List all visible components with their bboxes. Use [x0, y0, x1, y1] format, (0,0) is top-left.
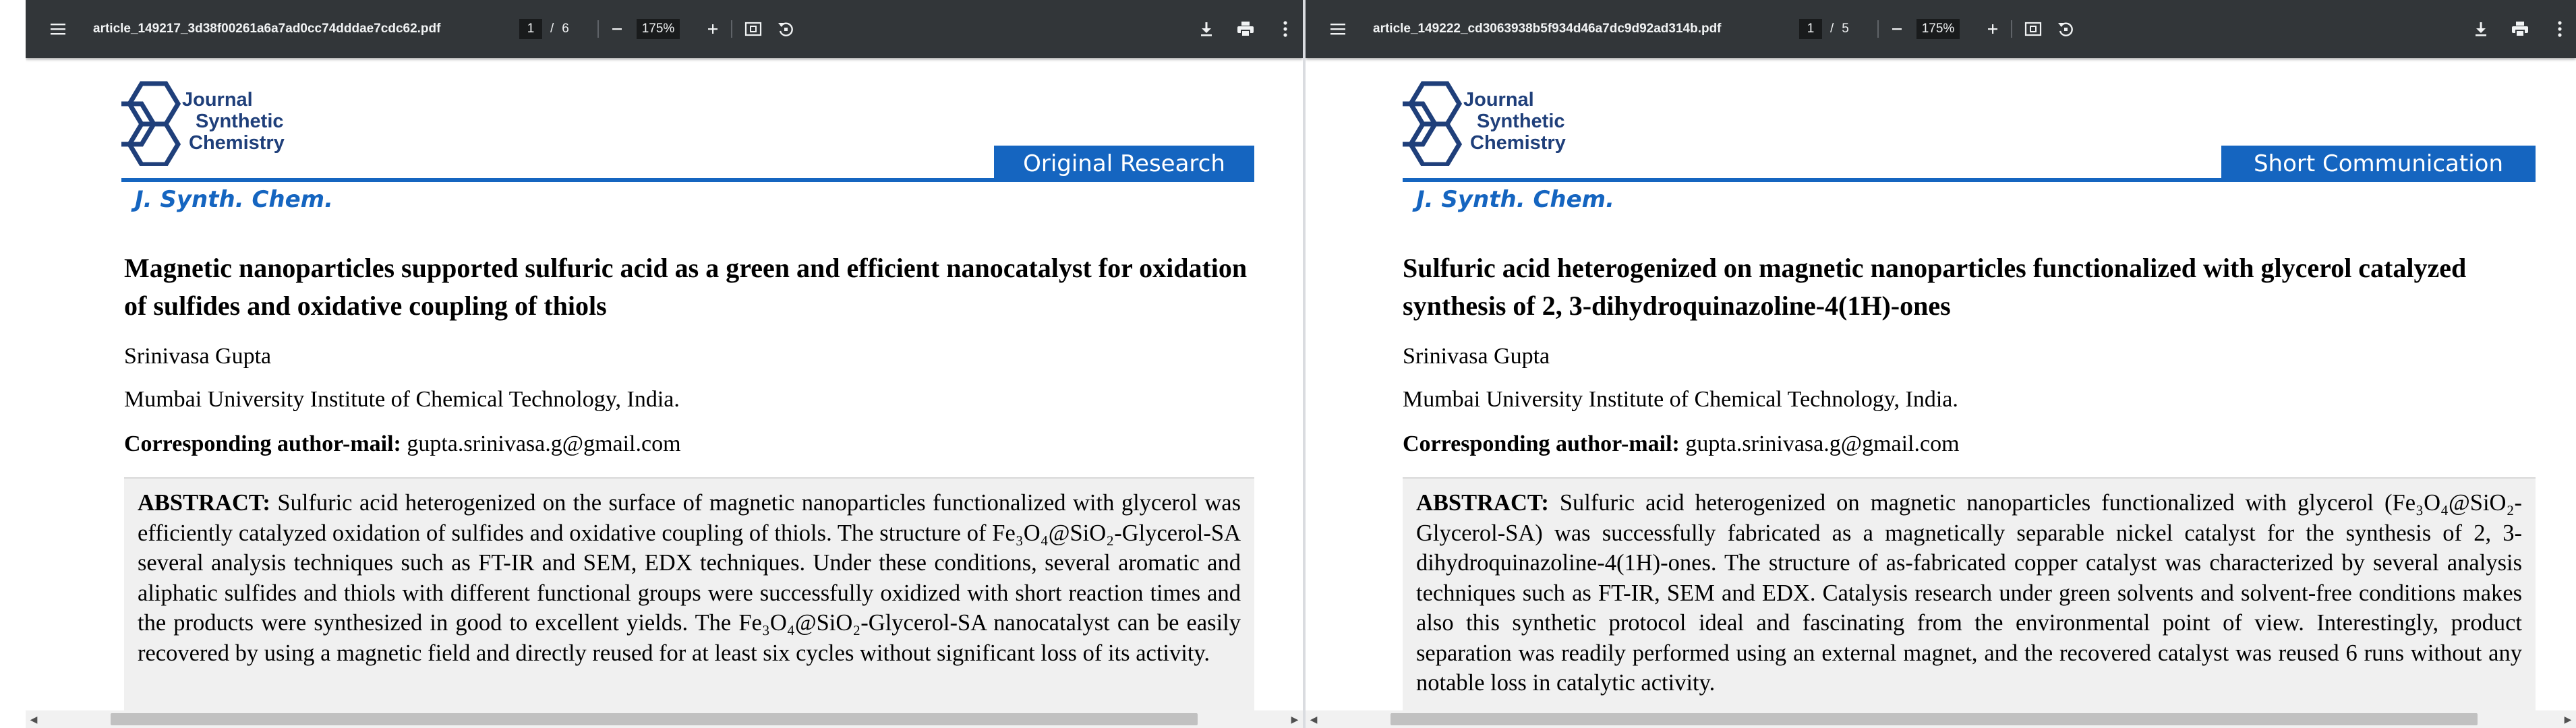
abstract-body: Sulfuric acid heterogenized on magnetic nanoparticles functionalized with glycerol (Fe₃O₄@SiO₂-Glycerol-SA) was successfully fabricated as a magnetically separable nickel catalyst for the synthesis of 2, 3-dihydroquinazoline-4(1H)-ones. The structure of as-fabricated copper catalyst was characterized by several analysis techniques such as FT-IR, SEM and EDX. Catalysis research under green solvents and solvent-free conditions makes also this synthetic protocol ideal and fascinating from the environmental point of view. Interestingly, product separation was readily performed using an external magnet, and the recovered catalyst was reused 6 runs without any notable loss in catalytic activity.: [1416, 490, 2522, 696]
abstract-label: ABSTRACT:: [138, 490, 270, 516]
fit-to-page-icon[interactable]: [2022, 0, 2045, 58]
logo-line-2: Synthetic: [1477, 111, 1565, 132]
zoom-level: [1916, 0, 1960, 58]
left-gutter: [0, 0, 26, 728]
author-affiliation: Mumbai University Institute of Chemical Technology, India.: [124, 387, 680, 412]
horizontal-scrollbar[interactable]: [26, 710, 1303, 728]
total-pages: 6: [562, 22, 569, 36]
page-separator: /: [1830, 22, 1834, 36]
abstract-text: [1416, 488, 2522, 698]
logo-line-3: Chemistry: [1470, 132, 1566, 154]
toolbar-separator: [597, 20, 599, 38]
pdf-viewer-right: [1306, 0, 2576, 728]
corresponding-author: [124, 431, 681, 457]
toolbar-separator: [1877, 20, 1879, 38]
scroll-left-arrow-icon[interactable]: ◀: [30, 713, 38, 725]
download-icon[interactable]: [1195, 0, 1218, 58]
zoom-level: [637, 0, 680, 58]
zoom-in-icon[interactable]: [1983, 0, 2003, 58]
download-icon[interactable]: [2469, 0, 2492, 58]
logo-wordmark: [182, 89, 285, 154]
journal-logo: [1403, 78, 1618, 166]
logo-line-1: Journal: [182, 89, 253, 111]
printer-icon[interactable]: [1233, 0, 1258, 58]
logo-line-3: Chemistry: [189, 132, 285, 154]
article-type-badge: Short Communication: [2221, 146, 2536, 182]
logo-wordmark: [1463, 89, 1566, 154]
corresponding-email: gupta.srinivasa.g@gmail.com: [1685, 431, 1960, 456]
hexagon-logo-icon: [121, 78, 189, 166]
page-separator: /: [550, 22, 554, 36]
journal-abbreviation: J. Synth. Chem.: [1416, 186, 1615, 213]
viewer-toolbar: [1306, 0, 2576, 58]
author-name: Srinivasa Gupta: [124, 344, 272, 369]
scroll-right-arrow-icon[interactable]: ▶: [2564, 713, 2572, 725]
document-filename: article_149222_cd3063938b5f934d46a7dc9d92ad314b.pdf: [1373, 22, 1722, 36]
more-vertical-icon[interactable]: [1277, 0, 1293, 58]
logo-line-1: Journal: [1463, 89, 1534, 111]
corresponding-email: gupta.srinivasa.g@gmail.com: [407, 431, 681, 456]
zoom-out-icon[interactable]: [607, 0, 627, 58]
fit-to-page-icon[interactable]: [742, 0, 765, 58]
pdf-viewer-left: [26, 0, 1303, 728]
scrollbar-thumb[interactable]: [111, 713, 1198, 725]
article-title: Sulfuric acid heterogenized on magnetic nanoparticles functionalized with glycerol catalyzed synthesis of 2, 3-dihydroquinazoline-4(1H)-ones: [1403, 253, 2467, 321]
article-title: Magnetic nanoparticles supported sulfuric acid as a green and efficient nanocatalyst for oxidation of sulfides and oxidative coupling of thiols: [124, 253, 1248, 321]
current-page-input[interactable]: 1: [519, 19, 542, 39]
rotate-counterclockwise-icon[interactable]: [774, 0, 797, 58]
article-type-badge: Original Research: [994, 146, 1254, 182]
scroll-left-arrow-icon[interactable]: ◀: [1310, 713, 1318, 725]
toolbar-separator: [2011, 20, 2012, 38]
abstract-text: [138, 488, 1241, 668]
document-filename: article_149217_3d38f00261a6a7ad0cc74dddae7cdc62.pdf: [93, 22, 441, 36]
total-pages: 5: [1842, 22, 1849, 36]
printer-icon[interactable]: [2507, 0, 2533, 58]
viewer-toolbar: [26, 0, 1303, 58]
abstract-box: [1403, 477, 2536, 715]
corresponding-author: [1403, 431, 1960, 457]
hamburger-menu-icon[interactable]: [45, 0, 71, 58]
horizontal-scrollbar[interactable]: [1306, 710, 2576, 728]
journal-abbreviation: J. Synth. Chem.: [135, 186, 334, 213]
page-indicator: [519, 0, 569, 58]
rotate-counterclockwise-icon[interactable]: [2054, 0, 2077, 58]
scroll-right-arrow-icon[interactable]: ▶: [1291, 713, 1299, 725]
abstract-box: [124, 477, 1254, 715]
page-indicator: [1799, 0, 1849, 58]
corresponding-label: Corresponding author-mail:: [124, 431, 401, 456]
abstract-label: ABSTRACT:: [1416, 490, 1549, 516]
toolbar-separator: [731, 20, 732, 38]
zoom-in-icon[interactable]: [703, 0, 723, 58]
logo-line-2: Synthetic: [196, 111, 284, 132]
zoom-out-icon[interactable]: [1887, 0, 1907, 58]
hamburger-menu-icon[interactable]: [1324, 0, 1351, 58]
more-vertical-icon[interactable]: [2552, 0, 2568, 58]
journal-logo: [121, 78, 337, 166]
corresponding-label: Corresponding author-mail:: [1403, 431, 1680, 456]
zoom-input[interactable]: 175%: [1916, 19, 1960, 39]
abstract-body: Sulfuric acid heterogenized on the surface of magnetic nanoparticles functionalized with glycerol was efficiently catalyzed oxidation of sulfides and oxidative coupling of thiols. The structure of Fe₃O₄@SiO₂-Glycerol-SA several analysis techniques such as FT-IR and SEM, EDX techniques. Under these conditions, several aromatic and aliphatic sulfides and thiols with different functional groups were successfully oxidized with short reaction times and the products were synthesized in good to excellent yields. The Fe₃O₄@SiO₂-Glycerol-SA nanocatalyst can be easily recovered by using a magnetic field and directly reused for at least six cycles without significant loss of its activity.: [138, 490, 1241, 666]
current-page-input[interactable]: 1: [1799, 19, 1822, 39]
author-name: Srinivasa Gupta: [1403, 344, 1550, 369]
scrollbar-thumb[interactable]: [1391, 713, 2478, 725]
zoom-input[interactable]: 175%: [637, 19, 680, 39]
hexagon-logo-icon: [1403, 78, 1470, 166]
author-affiliation: Mumbai University Institute of Chemical Technology, India.: [1403, 387, 1958, 412]
